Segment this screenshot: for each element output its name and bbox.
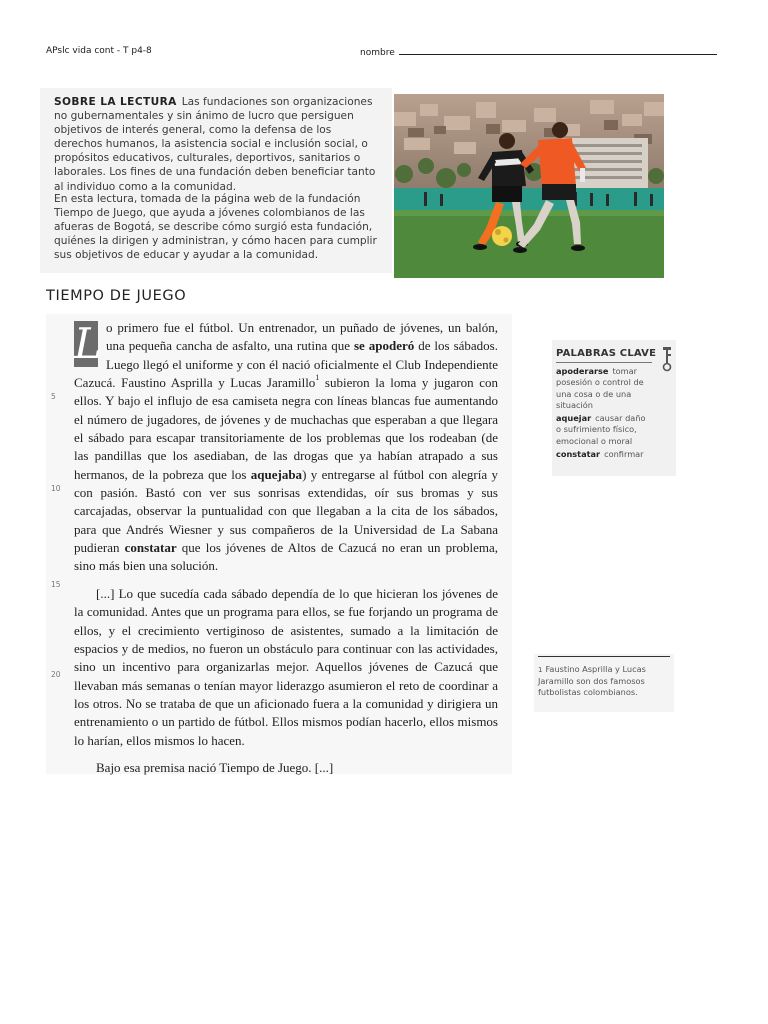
reading-text: ) y entregarse al fútbol con alegría y con pasión. Bastó con ver sus sonrisas extendidas, oír sus bromas y sus carcajadas, observar la puntualidad con que llegaban a la cita de los sábados, para que Andrés Wiesner y sus compañeros de la Universidad de La Sabana pudieran — [74, 466, 498, 556]
name-label: nombre — [360, 48, 395, 58]
footnote-box — [534, 654, 674, 712]
reading-text: subieron la loma y jugaron con ellos. Y bajo el influjo de esa camiseta negra con líneas blancas fue aumentando el número de jugadores, de jóvenes y de muchachas que esperaban a que llegara el sábado para escapar transitoriamente de los problemas que los rodeaban (de las pandillas que los asediaban, de las drogas que ya habían atrapado a sus hermanos, de la pobreza que los — [74, 375, 498, 482]
footnote-text — [538, 664, 668, 698]
reading-paragraph-1 — [74, 319, 498, 576]
footnote-rule — [538, 656, 670, 657]
intro-lead: SOBRE LA LECTURA — [54, 96, 177, 108]
term: aquejar — [556, 413, 592, 424]
reading-paragraph-2: [...] Lo que sucedía cada sábado dependía de lo que hicieran los jóvenes de la comunidad. Antes que un programa para ellos, se fue forjando un programa de ellos, y el crecimiento vertiginoso de asistentes, sumado a la limitación de espacios y de medios, no fueron un obstáculo para continuar con las actividades, sino un incentivo para organizarlas mejor. Aquellos jóvenes de Cazucá que llevaban más semanas o tenían mayor liderazgo asumieron el reto de coordinar a los otros. No se trataba de que un aficionado fuera a la comunidad y dirigiera un entrenamiento o un partido de fútbol. Ellos mismos podían hacerlo, ellos mismos lo harían, ellos mismos lo hacen. — [74, 585, 498, 748]
keyword-aquejar: aquejaba — [250, 466, 303, 482]
footnote-number: 1 — [538, 666, 543, 674]
palabras-clave-entry — [556, 366, 652, 411]
line-number: 15 — [51, 580, 61, 589]
soccer-ball — [492, 226, 512, 246]
palabras-clave-entry — [556, 449, 652, 460]
term: constatar — [556, 449, 601, 460]
definition: causar daño o sufrimiento físico, emocional o moral — [556, 413, 646, 446]
intro-paragraph-1 — [54, 95, 382, 194]
footnote-content: Faustino Asprilla y Lucas Jaramillo son dos famosos futbolistas colombianos. — [538, 664, 646, 697]
palabras-clave-entry — [556, 413, 652, 447]
name-underline[interactable] — [399, 46, 717, 55]
keyword-constatar: constatar — [124, 540, 177, 556]
soccer-photo-illustration — [394, 94, 664, 278]
reading-text: de los sábados. Luego llegó el uniforme y con él nació oficialmente el Club Independiente Cazucá. Faustino Asprilla y Lucas Jaramillo — [74, 338, 498, 391]
key-icon — [662, 346, 672, 372]
definition: confirmar — [604, 449, 644, 460]
drop-cap: L — [74, 319, 102, 368]
footnote-ref: 1 — [315, 373, 320, 383]
intro-paragraph-2: En esta lectura, tomada de la página web de la fundación Tiempo de Juego, que ayuda a jóvenes colombianos de las afueras de Bogotá, se describe cómo surgió esta fundación, quiénes la dirigen y administran, y cómo hacen para cumplir sus objetivos de educar y ayudar a la comunidad. — [54, 193, 377, 262]
palabras-clave-rule — [556, 362, 652, 363]
name-field[interactable] — [360, 46, 720, 58]
line-number: 20 — [51, 670, 61, 679]
intro-box — [40, 88, 392, 273]
reading-text: o primero fue el fútbol. Un entrenador, un puñado de jóvenes, un balón, una pequeña cancha de asfalto, una rutina que — [106, 320, 498, 354]
intro-text-1: Las fundaciones son organizaciones no gubernamentales y sin ánimo de lucro que persiguen objetivos de interés general, como la defensa de los derechos humanos, la asistencia social e inclusión social, o propósitos educativos, culturales, deportivos, sanitarios o laborales. Los fines de una fundación deben beneficiar tanto al individuo como a la comunidad. — [54, 96, 376, 193]
soccer-photo — [394, 94, 664, 278]
course-header: APslc vida cont - T p4-8 — [46, 46, 152, 56]
reading-passage — [46, 314, 512, 774]
line-number: 10 — [51, 484, 61, 493]
term: apoderarse — [556, 366, 609, 376]
keyword-apoderarse: se apoderó — [353, 338, 415, 354]
palabras-clave-title: PALABRAS CLAVE — [556, 348, 657, 359]
line-number: 5 — [51, 392, 56, 401]
palabras-clave-list — [556, 366, 652, 462]
palabras-clave-box — [552, 340, 676, 476]
reading-text: que los jóvenes de Altos de Cazucá no eran un problema, sino más bien una solución. — [74, 540, 498, 574]
reading-body — [74, 319, 498, 777]
story-title: TIEMPO DE JUEGO — [46, 288, 187, 304]
definition: tomar posesión o control de una cosa o de una situación — [556, 366, 644, 410]
reading-paragraph-3: Bajo esa premisa nació Tiempo de Juego. [...] — [96, 759, 334, 775]
